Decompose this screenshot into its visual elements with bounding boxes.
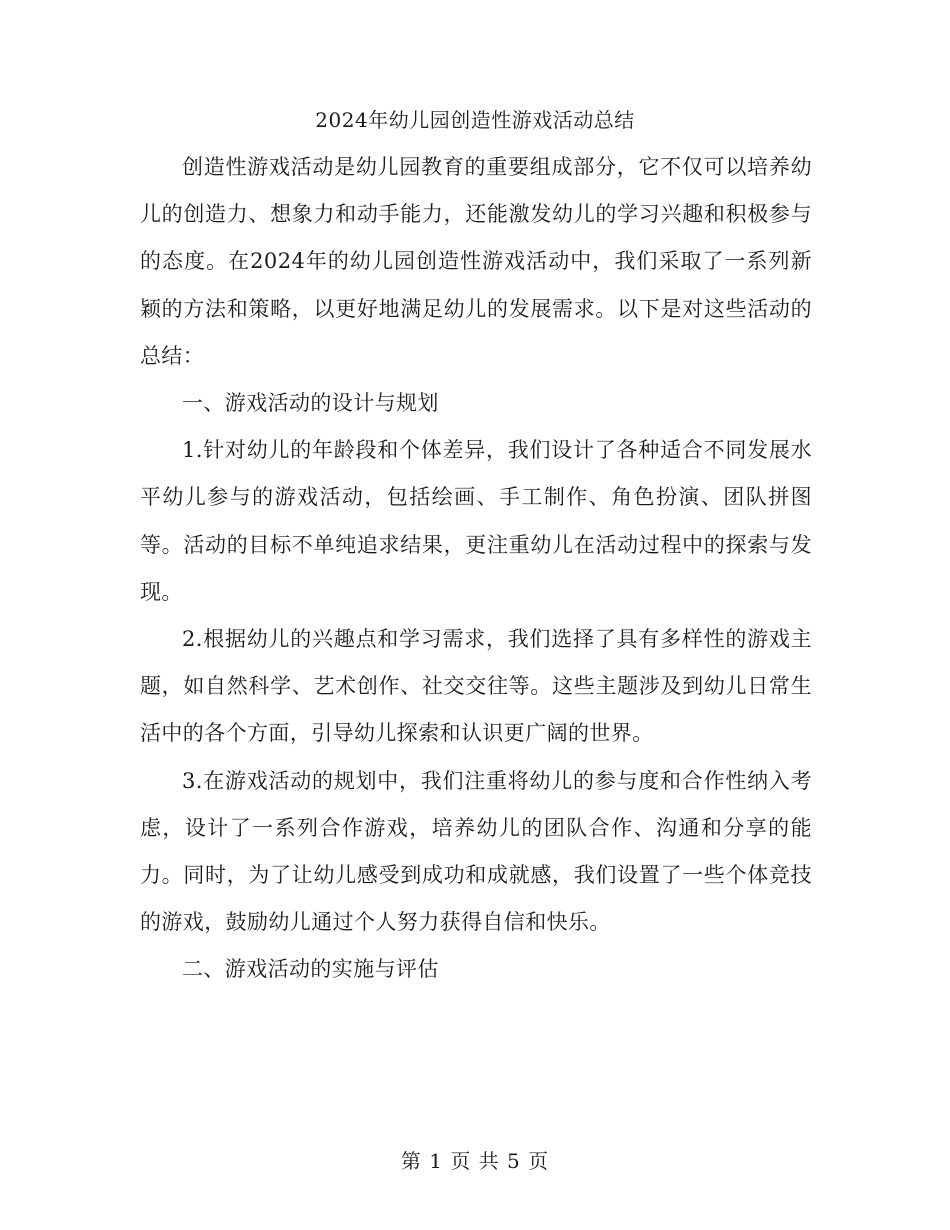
- list-item-1: 1.针对幼儿的年龄段和个体差异，我们设计了各种适合不同发展水平幼儿参与的游戏活动，包括绘画、手工制作、角色扮演、团队拼图等。活动的目标不单纯追求结果，更注重幼儿在活动过程中的探索与发现。: [140, 438, 812, 604]
- document-body: [140, 144, 812, 994]
- intro-paragraph: 创造性游戏活动是幼儿园教育的重要组成部分，它不仅可以培养幼儿的创造力、想象力和动手能力，还能激发幼儿的学习兴趣和积极参与的态度。在2024年的幼儿园创造性游戏活动中，我们采取了一系列新颖的方法和策略，以更好地满足幼儿的发展需求。以下是对这些活动的总结：: [140, 155, 812, 368]
- list-item-2: 2.根据幼儿的兴趣点和学习需求，我们选择了具有多样性的游戏主题，如自然科学、艺术创作、社交交往等。这些主题涉及到幼儿日常生活中的各个方面，引导幼儿探索和认识更广阔的世界。: [140, 627, 812, 746]
- section-heading-1: 一、游戏活动的设计与规划: [182, 391, 439, 416]
- section-heading-2: 二、游戏活动的实施与评估: [182, 957, 439, 982]
- list-item-3: 3.在游戏活动的规划中，我们注重将幼儿的参与度和合作性纳入考虑，设计了一系列合作游戏，培养幼儿的团队合作、沟通和分享的能力。同时，为了让幼儿感受到成功和成就感，我们设置了一些个体竞技的游戏，鼓励幼儿通过个人努力获得自信和快乐。: [140, 768, 812, 935]
- document-title: 2024年幼儿园创造性游戏活动总结: [315, 108, 635, 132]
- page-footer: 第 1 页 共 5 页: [400, 1149, 550, 1173]
